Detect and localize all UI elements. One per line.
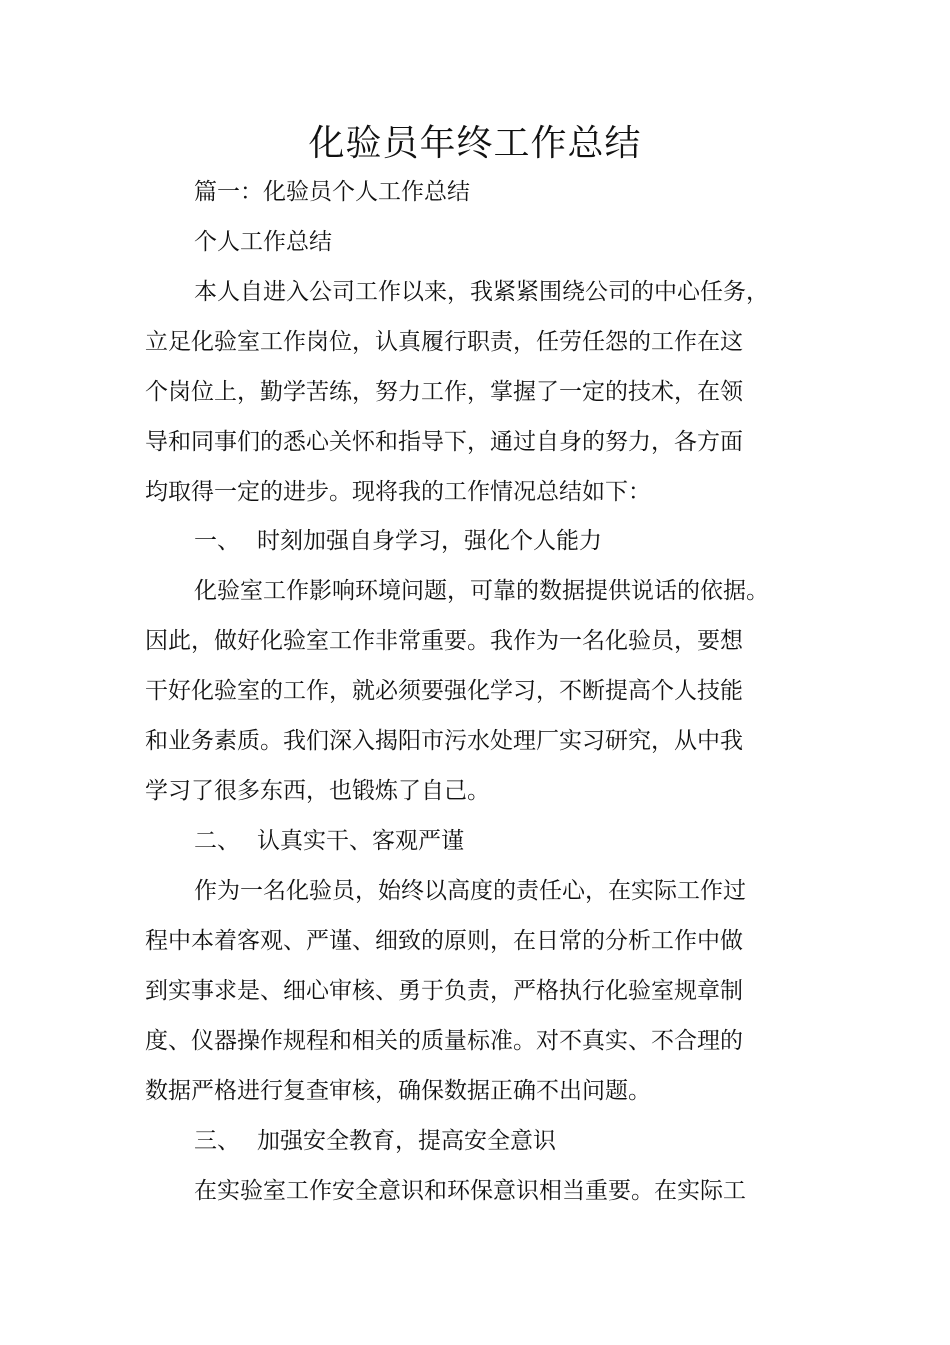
- section-heading-1: [194, 524, 824, 558]
- paragraph-line: 干好化验室的工作，就必须要强化学习，不断提高个人技能: [145, 678, 743, 704]
- paragraph-line: 导和同事们的悉心关怀和指导下，通过自身的努力，各方面: [145, 429, 743, 455]
- paragraph-line: 均取得一定的进步。现将我的工作情况总结如下：: [145, 479, 651, 505]
- paragraph-line: 化验室工作影响环境问题，可靠的数据提供说话的依据。: [194, 578, 769, 604]
- section-heading-2: [194, 824, 824, 858]
- paragraph-line: 数据严格进行复查审核，确保数据正确不出问题。: [145, 1078, 651, 1104]
- paragraph-line: 到实事求是、细心审核、勇于负责，严格执行化验室规章制: [145, 978, 743, 1004]
- section-number: 一、: [194, 528, 240, 554]
- section-number: 二、: [194, 828, 240, 854]
- heading: 个人工作总结: [194, 229, 332, 255]
- paragraph-line: 程中本着客观、严谨、细致的原则，在日常的分析工作中做: [145, 928, 743, 954]
- subtitle: 篇一：化验员个人工作总结: [194, 179, 470, 205]
- paragraph-line: 和业务素质。我们深入揭阳市污水处理厂实习研究，从中我: [145, 728, 743, 754]
- paragraph-line: 在实验室工作安全意识和环保意识相当重要。在实际工: [194, 1178, 746, 1204]
- paragraph-line: 学习了很多东西，也锻炼了自己。: [145, 778, 490, 804]
- paragraph-line: 本人自进入公司工作以来，我紧紧围绕公司的中心任务，: [194, 279, 769, 305]
- paragraph-line: 度、仪器操作规程和相关的质量标准。对不真实、不合理的: [145, 1028, 743, 1054]
- paragraph-line: 个岗位上，勤学苦练，努力工作，掌握了一定的技术，在领: [145, 379, 743, 405]
- paragraph-line: 因此，做好化验室工作非常重要。我作为一名化验员，要想: [145, 628, 743, 654]
- paragraph-line: 作为一名化验员，始终以高度的责任心，在实际工作过: [194, 878, 746, 904]
- section-heading-3: [194, 1124, 824, 1158]
- document-title: 化验员年终工作总结: [308, 123, 642, 164]
- section-number: 三、: [194, 1128, 240, 1154]
- section-title: 加强安全教育，提高安全意识: [257, 1128, 556, 1154]
- section-title: 认真实干、客观严谨: [257, 828, 464, 854]
- section-title: 时刻加强自身学习，强化个人能力: [257, 528, 602, 554]
- paragraph-line: 立足化验室工作岗位，认真履行职责，任劳任怨的工作在这: [145, 329, 743, 355]
